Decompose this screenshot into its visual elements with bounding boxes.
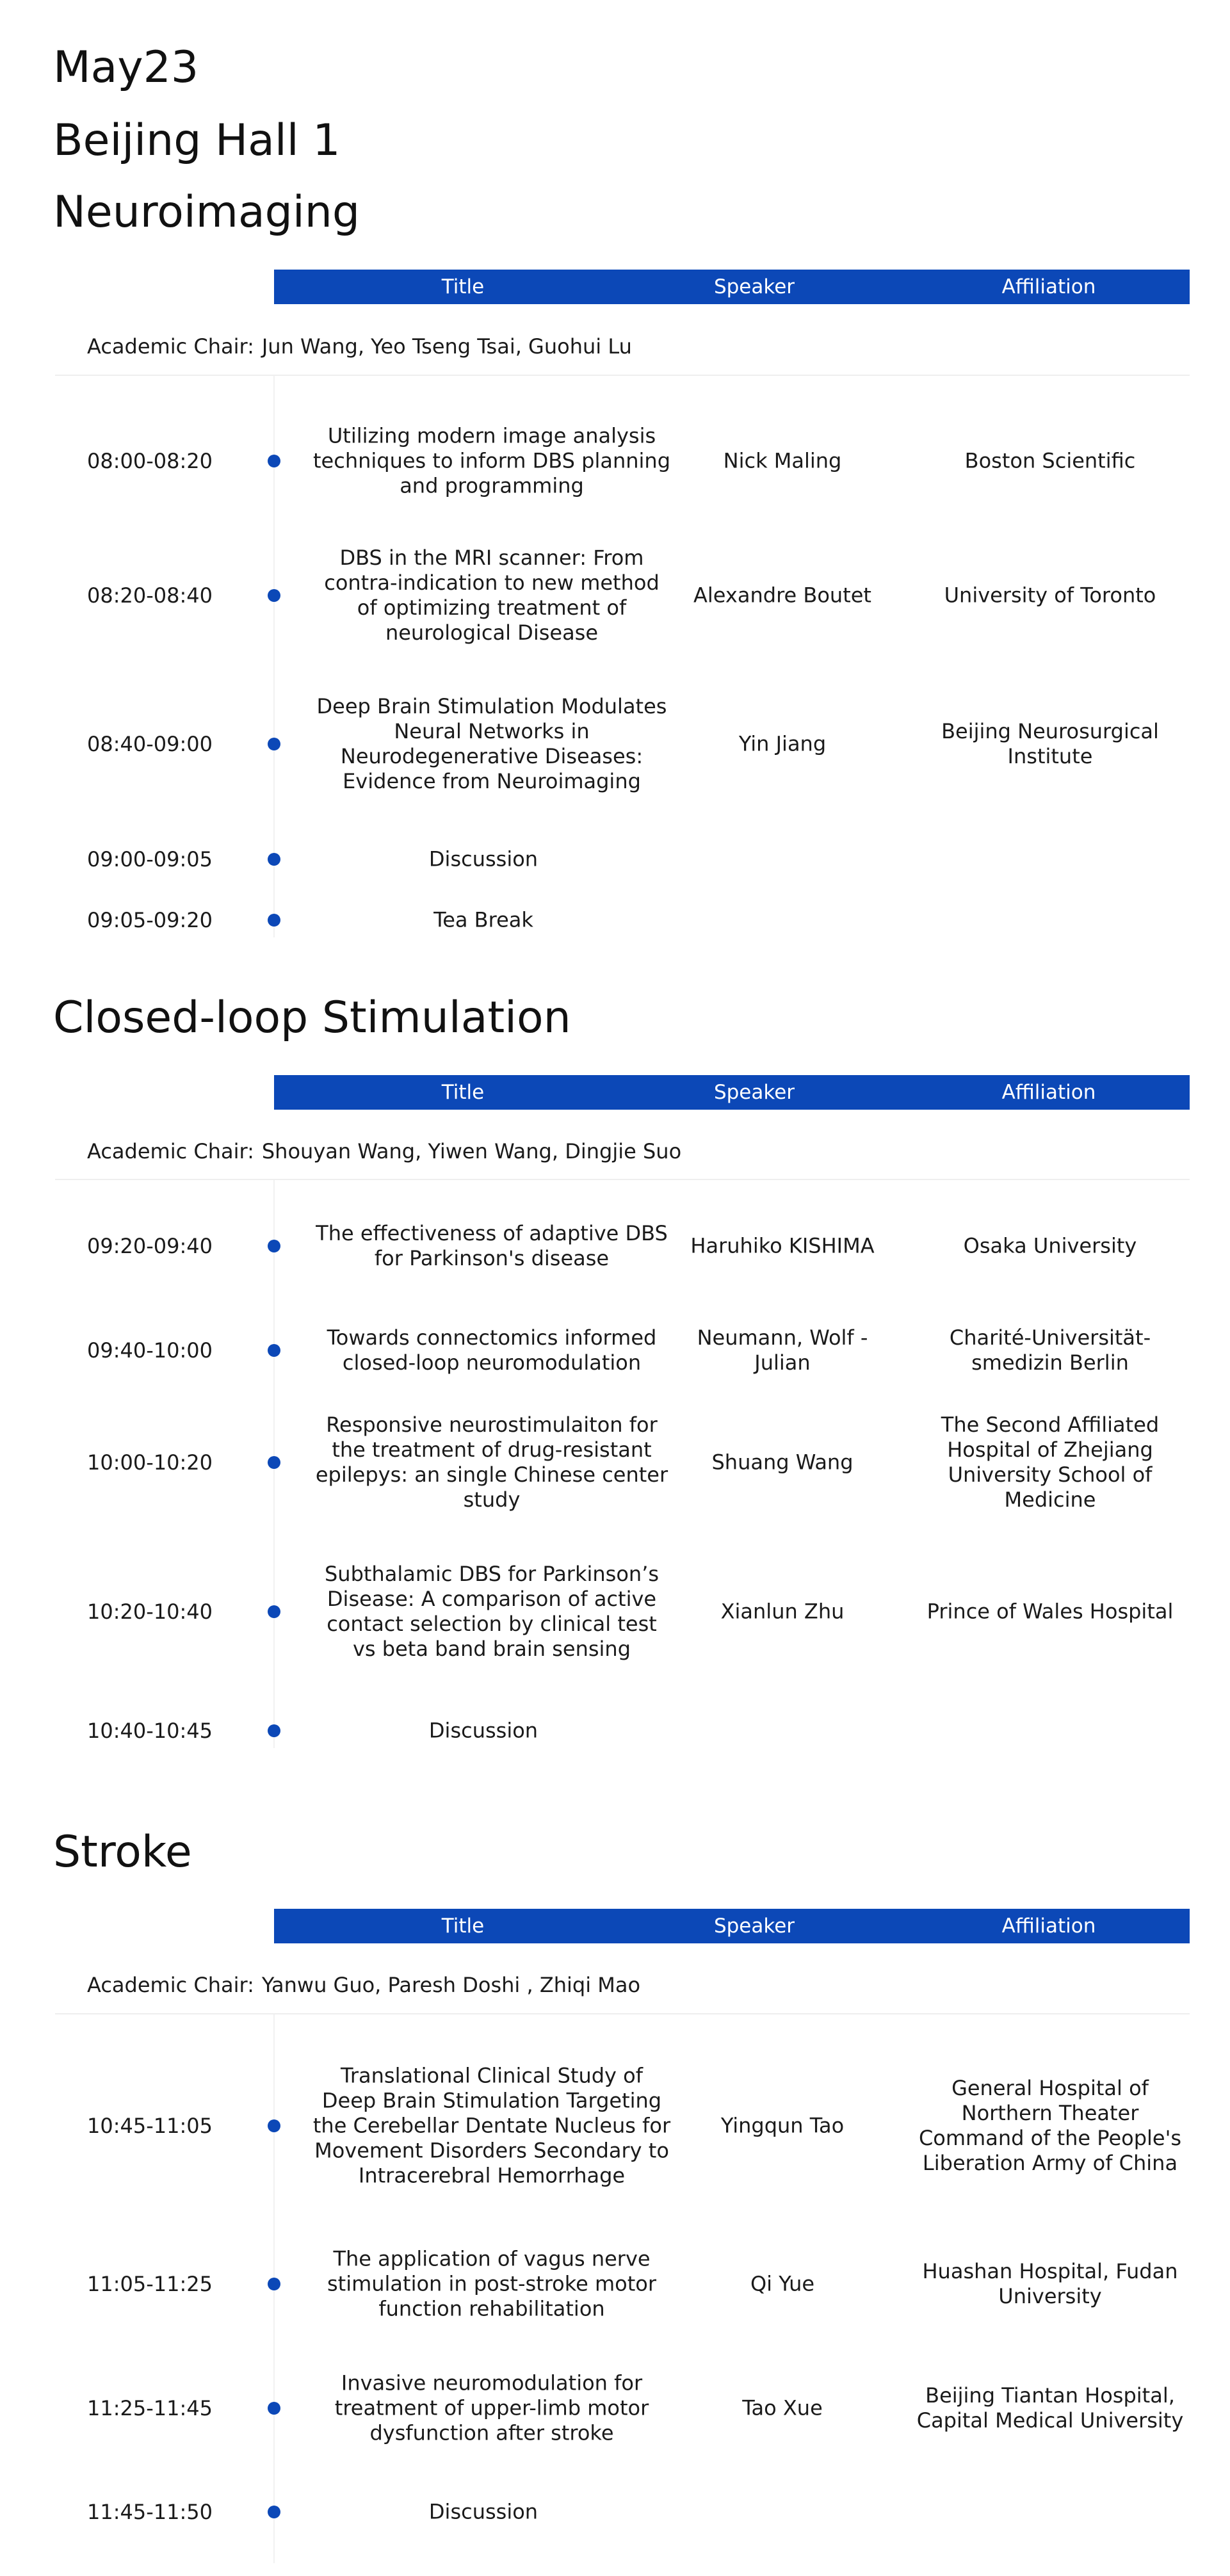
section-title-stroke: Stroke	[53, 1827, 192, 1877]
divider	[55, 2013, 1190, 2014]
chair-label: Academic Chair:	[87, 1139, 254, 1163]
session-title: Invasive neuromodulation for treatment of upper-limb motor dysfunction after stroke	[334, 2370, 649, 2445]
header-speaker: Speaker	[713, 1915, 795, 1938]
session-time: 08:40-09:00	[87, 732, 213, 756]
timeline-dot	[268, 455, 280, 467]
session-speaker: Alexandre Boutet	[693, 583, 871, 608]
session-affiliation: Boston Scientific	[964, 448, 1136, 473]
schedule-row	[0, 410, 1230, 512]
timeline-dot	[268, 1240, 280, 1252]
session-affiliation: Osaka University	[963, 1233, 1137, 1258]
session-time: 10:40-10:45	[87, 1719, 213, 1743]
session-title: Utilizing modern image analysis techniques to inform DBS planning and programming	[312, 423, 671, 498]
session-affiliation: General Hospital of Northern Theater Command of the People's Liberation Army of China	[918, 2076, 1182, 2175]
session-time: 10:00-10:20	[87, 1450, 213, 1475]
schedule-row	[0, 693, 1230, 795]
session-title: Responsive neurostimulaiton for the treatment of drug-resistant epilepys: an single Chinese center study	[315, 1413, 668, 1512]
schedule-row	[0, 1408, 1230, 1517]
academic-chair	[87, 1972, 640, 1998]
header-affiliation: Affiliation	[1001, 1915, 1096, 1938]
session-speaker: Neumann, Wolf - Julian	[697, 1325, 868, 1375]
schedule-row	[0, 1309, 1230, 1392]
session-title: Discussion	[428, 847, 538, 871]
session-time: 10:20-10:40	[87, 1600, 213, 1624]
session-title: DBS in the MRI scanner: From contra-indication to new method of optimizing treatment of neurological Disease	[324, 546, 660, 645]
timeline-dot	[268, 2402, 280, 2415]
schedule-row	[0, 901, 1230, 939]
timeline-dot	[268, 589, 280, 602]
schedule-row	[0, 840, 1230, 879]
header-speaker: Speaker	[713, 1081, 795, 1104]
session-time: 11:45-11:50	[87, 2500, 213, 2524]
session-affiliation: Huashan Hospital, Fudan University	[922, 2259, 1178, 2308]
date-heading: May23	[53, 42, 199, 93]
session-time: 11:25-11:45	[87, 2396, 213, 2420]
session-speaker: Haruhiko KISHIMA	[690, 1233, 875, 1258]
schedule-row	[0, 1211, 1230, 1281]
session-affiliation: Prince of Wales Hospital	[927, 1599, 1174, 1624]
header-speaker: Speaker	[713, 275, 795, 298]
section-title-closed-loop: Closed-loop Stimulation	[53, 992, 571, 1043]
session-title: The effectiveness of adaptive DBS for Parkinson's disease	[316, 1221, 668, 1270]
header-affiliation: Affiliation	[1001, 1081, 1096, 1104]
timeline-dot	[268, 1605, 280, 1618]
session-speaker: Yin Jiang	[738, 731, 827, 756]
chair-label: Academic Chair:	[87, 1973, 254, 1997]
session-title: Tea Break	[433, 907, 533, 932]
timeline-dot	[268, 1344, 280, 1357]
schedule-row	[0, 544, 1230, 647]
session-title: Towards connectomics informed closed-loop neuromodulation	[327, 1325, 657, 1375]
timeline-dot	[268, 2119, 280, 2132]
session-time: 09:20-09:40	[87, 1234, 213, 1258]
session-speaker: Yingqun Tao	[720, 2113, 845, 2138]
academic-chair	[87, 1138, 681, 1164]
header-title: Title	[441, 1081, 485, 1104]
session-speaker: Shuang Wang	[711, 1450, 854, 1475]
schedule-row	[0, 2493, 1230, 2531]
schedule-row	[0, 2367, 1230, 2450]
session-speaker: Tao Xue	[742, 2395, 823, 2420]
session-time: 09:40-10:00	[87, 1338, 213, 1363]
session-time: 09:05-09:20	[87, 908, 213, 932]
header-title: Title	[441, 275, 485, 298]
timeline-dot	[268, 738, 280, 750]
timeline-dot	[268, 2278, 280, 2290]
academic-chair	[87, 334, 632, 359]
chair-label: Academic Chair:	[87, 334, 254, 359]
chair-names: Shouyan Wang, Yiwen Wang, Dingjie Suo	[261, 1139, 682, 1163]
timeline-dot	[268, 914, 280, 927]
session-title: Discussion	[428, 2499, 538, 2524]
session-time: 08:20-08:40	[87, 583, 213, 608]
divider	[55, 375, 1190, 376]
hall-heading: Beijing Hall 1	[53, 115, 341, 166]
session-title: The application of vagus nerve stimulation in post-stroke motor function rehabilitation	[327, 2246, 657, 2321]
session-speaker: Qi Yue	[750, 2271, 815, 2296]
session-title: Translational Clinical Study of Deep Brain Stimulation Targeting the Cerebellar Dentate Nucleus for Movement Disorders Secondary to Intracerebral Hemorrhage	[312, 2063, 671, 2188]
session-title: Discussion	[428, 1718, 538, 1743]
session-affiliation: Charité-Universität-smedizin Berlin	[949, 1325, 1151, 1375]
timeline-dot	[268, 1456, 280, 1469]
table-header	[274, 270, 1190, 304]
session-title: Deep Brain Stimulation Modulates Neural Networks in Neurodegenerative Diseases: Evidence from Neuroimaging	[316, 694, 667, 793]
schedule-row	[0, 1712, 1230, 1750]
schedule-row	[0, 2242, 1230, 2326]
session-speaker: Xianlun Zhu	[720, 1599, 845, 1624]
table-header	[274, 1075, 1190, 1110]
session-affiliation: Beijing Neurosurgical Institute	[941, 719, 1159, 768]
table-header	[274, 1909, 1190, 1943]
divider	[55, 1179, 1190, 1180]
timeline-dot	[268, 1724, 280, 1737]
session-time: 08:00-08:20	[87, 449, 213, 473]
session-affiliation: Beijing Tiantan Hospital, Capital Medical University	[916, 2383, 1184, 2433]
header-affiliation: Affiliation	[1001, 275, 1096, 298]
schedule-row	[0, 1548, 1230, 1676]
session-affiliation: The Second Affiliated Hospital of Zhejiang University School of Medicine	[941, 1413, 1160, 1512]
chair-names: Yanwu Guo, Paresh Doshi , Zhiqi Mao	[261, 1973, 641, 1997]
timeline-dot	[268, 2506, 280, 2518]
timeline-dot	[268, 853, 280, 866]
section-title-neuroimaging: Neuroimaging	[53, 187, 360, 238]
session-speaker: Nick Maling	[723, 448, 842, 473]
header-title: Title	[441, 1915, 485, 1938]
session-affiliation: University of Toronto	[944, 583, 1156, 608]
session-time: 09:00-09:05	[87, 847, 213, 871]
schedule-row	[0, 2049, 1230, 2203]
chair-names: Jun Wang, Yeo Tseng Tsai, Guohui Lu	[261, 334, 632, 359]
session-title: Subthalamic DBS for Parkinson’s Disease: A comparison of active contact selection by clinical test vs beta band brain sensing	[324, 1562, 660, 1661]
session-time: 10:45-11:05	[87, 2114, 213, 2138]
session-time: 11:05-11:25	[87, 2272, 213, 2296]
